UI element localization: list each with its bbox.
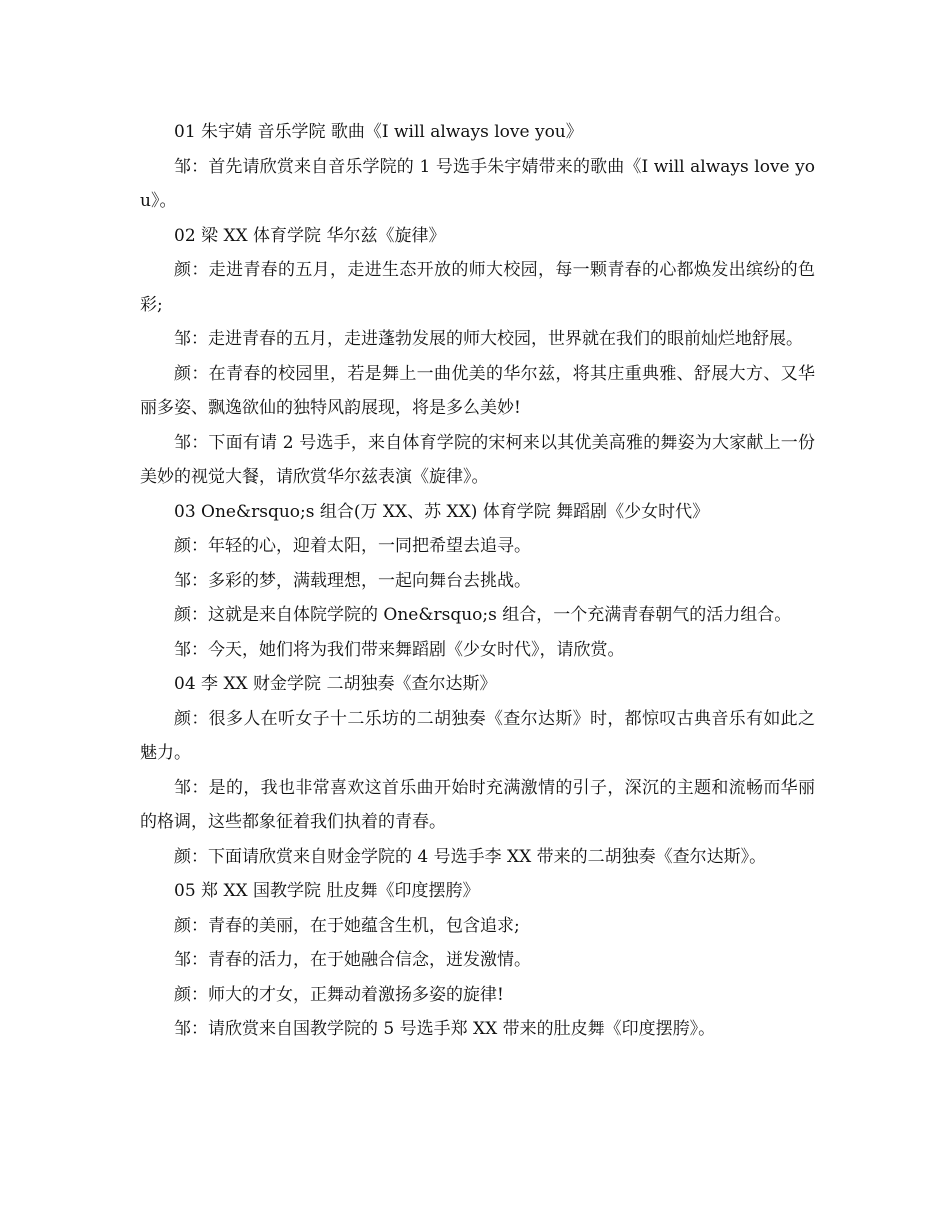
paragraph-18: 颜：青春的美丽，在于她蕴含生机，包含追求; (174, 915, 520, 936)
paragraph-12: 邹：今天，她们将为我们带来舞蹈剧《少女时代》，请欣赏。 (174, 639, 625, 660)
paragraph-13: 04 李 XX 财金学院 二胡独奏《查尔达斯》 (174, 674, 497, 694)
paragraph-3: 02 梁 XX 体育学院 华尔兹《旋律》 (174, 225, 446, 246)
paragraph-21: 邹：请欣赏来自国教学院的 5 号选手郑 XX 带来的肚皮舞《印度摆胯》。 (174, 1019, 716, 1039)
document-body (140, 115, 815, 1047)
paragraph-14: 颜：很多人在听女子十二乐坊的二胡独奏《查尔达斯》时，都惊叹古典音乐有如此之魅力。 (140, 708, 815, 763)
paragraph-4: 颜：走进青春的五月，走进生态开放的师大校园，每一颗青春的心都焕发出缤纷的色彩; (140, 260, 815, 315)
paragraph-8: 03 One&rsquo;s 组合(万 XX、苏 XX) 体育学院 舞蹈剧《少女时代》 (174, 501, 710, 522)
paragraph-7: 邹：下面有请 2 号选手，来自体育学院的宋柯来以其优美高雅的舞姿为大家献上一份美妙的视觉大餐，请欣赏华尔兹表演《旋律》。 (140, 432, 815, 487)
paragraph-15: 邹：是的，我也非常喜欢这首乐曲开始时充满激情的引子，深沉的主题和流畅而华丽的格调，这些都象征着我们执着的青春。 (140, 777, 815, 832)
paragraph-10: 邹：多彩的梦，满载理想，一起向舞台去挑战。 (174, 570, 531, 591)
paragraph-9: 颜：年轻的心，迎着太阳，一同把希望去追寻。 (174, 536, 531, 556)
paragraph-11: 颜：这就是来自体院学院的 One&rsquo;s 组合，一个充满青春朝气的活力组合。 (174, 605, 792, 625)
paragraph-6: 颜：在青春的校园里，若是舞上一曲优美的华尔兹，将其庄重典雅、舒展大方、又华丽多姿、飘逸欲仙的独特风韵展现，将是多么美妙! (140, 363, 815, 418)
paragraph-2: 邹：首先请欣赏来自音乐学院的 1 号选手朱宇婧带来的歌曲《I will always love you》。 (140, 156, 815, 211)
paragraph-17: 05 郑 XX 国教学院 肚皮舞《印度摆胯》 (174, 881, 480, 901)
paragraph-20: 颜：师大的才女，正舞动着激扬多姿的旋律! (174, 984, 504, 1005)
paragraph-16: 颜：下面请欣赏来自财金学院的 4 号选手李 XX 带来的二胡独奏《查尔达斯》。 (174, 846, 767, 867)
paragraph-5: 邹：走进青春的五月，走进蓬勃发展的师大校园，世界就在我们的眼前灿烂地舒展。 (174, 329, 803, 349)
paragraph-19: 邹：青春的活力，在于她融合信念，迸发激情。 (174, 950, 531, 970)
paragraph-1: 01 朱宇婧 音乐学院 歌曲《I will always love you》 (174, 122, 583, 142)
